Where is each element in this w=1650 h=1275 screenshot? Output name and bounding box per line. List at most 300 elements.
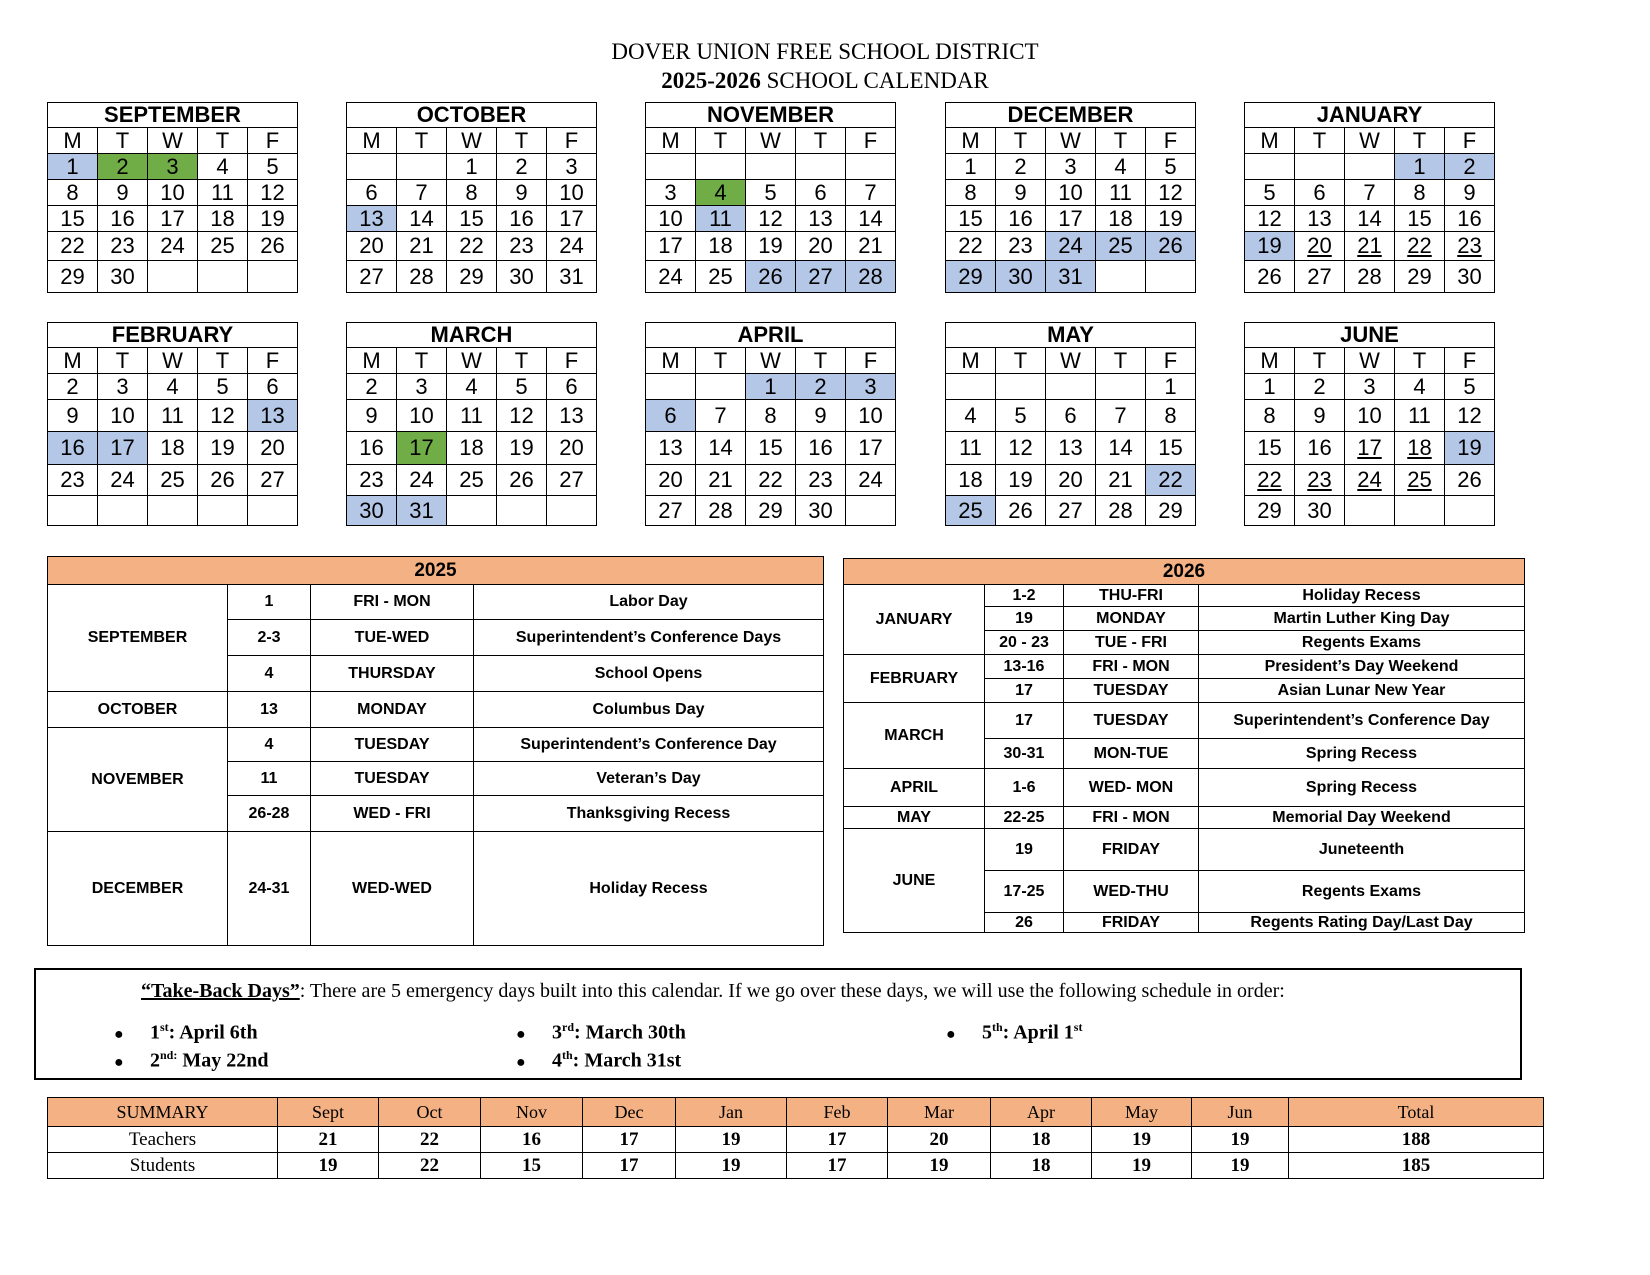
- day-cell: 15: [1146, 432, 1196, 465]
- day-cell: 27: [646, 496, 696, 526]
- empty-day-cell: [646, 374, 696, 400]
- weekday-header: W: [1046, 348, 1096, 374]
- empty-day-cell: [198, 261, 248, 293]
- day-cell: 3: [1046, 154, 1096, 180]
- day-cell: 22: [447, 232, 497, 261]
- day-cell: 15: [1245, 432, 1295, 465]
- day-cell: 4: [198, 154, 248, 180]
- day-cell: 19: [996, 465, 1046, 496]
- empty-day-cell: [1046, 374, 1096, 400]
- day-cell: 15: [447, 206, 497, 232]
- weekday-header: T: [1395, 128, 1445, 154]
- school-years: 2025-2026: [661, 68, 761, 93]
- empty-day-cell: [696, 374, 746, 400]
- summary-value: 21: [278, 1127, 379, 1153]
- day-cell: 1: [48, 154, 98, 180]
- day-cell: 17: [846, 432, 896, 465]
- summary-value: 16: [481, 1127, 583, 1153]
- weekday-header: T: [1096, 128, 1146, 154]
- day-cell: 8: [946, 180, 996, 206]
- event-days: TUESDAY: [1064, 679, 1199, 703]
- day-cell: 12: [746, 206, 796, 232]
- day-cell: 4: [946, 400, 996, 432]
- empty-day-cell: [1295, 154, 1345, 180]
- day-cell: 6: [796, 180, 846, 206]
- empty-day-cell: [846, 496, 896, 526]
- day-cell: 21: [696, 465, 746, 496]
- empty-day-cell: [148, 496, 198, 526]
- summary-value: 19: [1092, 1127, 1192, 1153]
- weekday-header: W: [447, 348, 497, 374]
- weekday-header: F: [1146, 348, 1196, 374]
- weekday-header: M: [347, 348, 397, 374]
- day-cell: 15: [946, 206, 996, 232]
- summary-table: [47, 1097, 1544, 1179]
- summary-value: 18: [991, 1127, 1092, 1153]
- weekday-header: T: [996, 348, 1046, 374]
- day-cell: 5: [1445, 374, 1495, 400]
- day-cell: 27: [248, 465, 298, 496]
- day-cell: 3: [547, 154, 597, 180]
- day-cell: 24: [397, 465, 447, 496]
- event-days: MON-TUE: [1064, 739, 1199, 769]
- summary-value: 188: [1289, 1127, 1544, 1153]
- day-cell: 26: [198, 465, 248, 496]
- day-cell: 5: [1245, 180, 1295, 206]
- summary-value: 19: [676, 1127, 787, 1153]
- weekday-header: F: [547, 128, 597, 154]
- summary-value: 17: [583, 1153, 676, 1179]
- day-cell: 22: [48, 232, 98, 261]
- day-cell: 1: [447, 154, 497, 180]
- summary-value: 17: [787, 1127, 888, 1153]
- day-cell: 30: [1445, 261, 1495, 293]
- weekday-header: W: [746, 348, 796, 374]
- day-cell: 11: [696, 206, 746, 232]
- summary-value: 19: [1192, 1153, 1289, 1179]
- event-days: THU-FRI: [1064, 585, 1199, 607]
- summary-value: 18: [991, 1153, 1092, 1179]
- day-cell: 10: [547, 180, 597, 206]
- day-cell: 4: [696, 180, 746, 206]
- bullet-icon: ●: [114, 1025, 124, 1043]
- empty-day-cell: [1345, 496, 1395, 526]
- weekday-header: T: [696, 348, 746, 374]
- month-name: MAY: [946, 323, 1196, 348]
- bullet-icon: ●: [114, 1053, 124, 1071]
- empty-day-cell: [148, 261, 198, 293]
- month-calendar-may: [945, 322, 1196, 526]
- day-cell: 16: [48, 432, 98, 465]
- day-cell: 30: [796, 496, 846, 526]
- day-cell: 11: [148, 400, 198, 432]
- event-month: APRIL: [844, 769, 985, 807]
- event-name: President’s Day Weekend: [1199, 655, 1525, 679]
- event-dates: 13: [228, 692, 311, 728]
- event-month: MARCH: [844, 703, 985, 769]
- day-cell: 24: [846, 465, 896, 496]
- event-days: TUESDAY: [1064, 703, 1199, 739]
- summary-header: Jun: [1192, 1098, 1289, 1127]
- month-calendar-june: [1244, 322, 1495, 526]
- day-cell: 2: [98, 154, 148, 180]
- weekday-header: F: [846, 128, 896, 154]
- day-cell: 30: [98, 261, 148, 293]
- event-days: FRIDAY: [1064, 829, 1199, 871]
- day-cell: 24: [1046, 232, 1096, 261]
- month-name: FEBRUARY: [48, 323, 298, 348]
- day-cell: 10: [1046, 180, 1096, 206]
- event-days: MONDAY: [311, 692, 474, 728]
- empty-day-cell: [98, 496, 148, 526]
- weekday-header: T: [1295, 348, 1345, 374]
- summary-header: May: [1092, 1098, 1192, 1127]
- event-dates: 26-28: [228, 796, 311, 832]
- day-cell: 5: [198, 374, 248, 400]
- day-cell: 7: [696, 400, 746, 432]
- day-cell: 3: [1345, 374, 1395, 400]
- day-cell: 23: [1445, 232, 1495, 261]
- empty-day-cell: [447, 496, 497, 526]
- event-dates: 1-2: [985, 585, 1064, 607]
- day-cell: 2: [497, 154, 547, 180]
- take-back-item: ● 3rd: March 30th: [516, 1020, 686, 1044]
- event-dates: 1-6: [985, 769, 1064, 807]
- event-days: TUE-WED: [311, 620, 474, 656]
- events-2026-table: [843, 558, 1525, 933]
- day-cell: 2: [1295, 374, 1345, 400]
- event-days: WED-WED: [311, 832, 474, 946]
- summary-header: Apr: [991, 1098, 1092, 1127]
- day-cell: 15: [746, 432, 796, 465]
- month-name: SEPTEMBER: [48, 103, 298, 128]
- event-month: SEPTEMBER: [48, 585, 228, 692]
- take-back-text: : There are 5 emergency days built into this calendar. If we go over these days, we will use the following schedule in order:: [299, 980, 1285, 1002]
- day-cell: 19: [1245, 232, 1295, 261]
- month-calendar-november: [645, 102, 896, 293]
- day-cell: 26: [996, 496, 1046, 526]
- day-cell: 29: [1245, 496, 1295, 526]
- event-name: Labor Day: [474, 585, 824, 620]
- event-month: OCTOBER: [48, 692, 228, 728]
- summary-row-label: Students: [48, 1153, 278, 1179]
- day-cell: 25: [1096, 232, 1146, 261]
- day-cell: 16: [1295, 432, 1345, 465]
- day-cell: 14: [696, 432, 746, 465]
- take-back-item: ● 1st: April 6th: [114, 1020, 258, 1044]
- weekday-header: T: [996, 128, 1046, 154]
- day-cell: 22: [1395, 232, 1445, 261]
- day-cell: 9: [996, 180, 1046, 206]
- weekday-header: F: [547, 348, 597, 374]
- event-month: FEBRUARY: [844, 655, 985, 703]
- day-cell: 8: [1395, 180, 1445, 206]
- day-cell: 17: [1046, 206, 1096, 232]
- day-cell: 9: [98, 180, 148, 206]
- event-name: Asian Lunar New Year: [1199, 679, 1525, 703]
- day-cell: 28: [846, 261, 896, 293]
- day-cell: 13: [646, 432, 696, 465]
- day-cell: 1: [746, 374, 796, 400]
- day-cell: 10: [846, 400, 896, 432]
- day-cell: 11: [1395, 400, 1445, 432]
- event-days: FRI - MON: [1064, 655, 1199, 679]
- day-cell: 24: [1345, 465, 1395, 496]
- day-cell: 30: [1295, 496, 1345, 526]
- empty-day-cell: [248, 496, 298, 526]
- day-cell: 2: [796, 374, 846, 400]
- event-name: Superintendent’s Conference Day: [1199, 703, 1525, 739]
- day-cell: 20: [248, 432, 298, 465]
- day-cell: 19: [746, 232, 796, 261]
- day-cell: 17: [148, 206, 198, 232]
- summary-value: 19: [278, 1153, 379, 1179]
- day-cell: 12: [1245, 206, 1295, 232]
- day-cell: 6: [248, 374, 298, 400]
- summary-value: 22: [379, 1153, 481, 1179]
- day-cell: 9: [1445, 180, 1495, 206]
- weekday-header: T: [796, 128, 846, 154]
- day-cell: 3: [98, 374, 148, 400]
- day-cell: 3: [397, 374, 447, 400]
- day-cell: 13: [248, 400, 298, 432]
- day-cell: 6: [1295, 180, 1345, 206]
- event-dates: 1: [228, 585, 311, 620]
- calendar-title: [0, 67, 1650, 95]
- month-calendar-january: [1244, 102, 1495, 293]
- day-cell: 7: [1345, 180, 1395, 206]
- day-cell: 21: [397, 232, 447, 261]
- take-back-item: ● $2^{nd:}$ May 22nd: [114, 1048, 269, 1072]
- day-cell: 26: [746, 261, 796, 293]
- empty-day-cell: [48, 496, 98, 526]
- day-cell: 23: [996, 232, 1046, 261]
- event-dates: 19: [985, 829, 1064, 871]
- day-cell: 5: [1146, 154, 1196, 180]
- day-cell: 12: [996, 432, 1046, 465]
- event-dates: 11: [228, 762, 311, 796]
- day-cell: 26: [1445, 465, 1495, 496]
- summary-header: Mar: [888, 1098, 991, 1127]
- weekday-header: W: [447, 128, 497, 154]
- day-cell: 11: [198, 180, 248, 206]
- take-back-days-box: [34, 968, 1522, 1080]
- day-cell: 1: [946, 154, 996, 180]
- event-days: TUESDAY: [311, 728, 474, 762]
- day-cell: 29: [1146, 496, 1196, 526]
- take-back-intro: [141, 980, 1285, 1003]
- weekday-header: W: [1046, 128, 1096, 154]
- day-cell: 15: [48, 206, 98, 232]
- day-cell: 6: [347, 180, 397, 206]
- day-cell: 28: [1345, 261, 1395, 293]
- day-cell: 16: [497, 206, 547, 232]
- day-cell: 20: [796, 232, 846, 261]
- day-cell: 18: [946, 465, 996, 496]
- event-month: JUNE: [844, 829, 985, 933]
- day-cell: 17: [1345, 432, 1395, 465]
- day-cell: 29: [1395, 261, 1445, 293]
- day-cell: 1: [1245, 374, 1295, 400]
- event-dates: 17: [985, 703, 1064, 739]
- event-name: Juneteenth: [1199, 829, 1525, 871]
- day-cell: 20: [646, 465, 696, 496]
- weekday-header: T: [198, 348, 248, 374]
- day-cell: 18: [148, 432, 198, 465]
- summary-header: Total: [1289, 1098, 1544, 1127]
- take-back-item: ● 5th: April 1st: [946, 1020, 1083, 1044]
- day-cell: 29: [447, 261, 497, 293]
- day-cell: 14: [397, 206, 447, 232]
- day-cell: 9: [497, 180, 547, 206]
- day-cell: 13: [1046, 432, 1096, 465]
- event-name: Regents Rating Day/Last Day: [1199, 913, 1525, 933]
- weekday-header: M: [946, 348, 996, 374]
- weekday-header: T: [397, 128, 447, 154]
- day-cell: 17: [646, 232, 696, 261]
- day-cell: 4: [148, 374, 198, 400]
- empty-day-cell: [996, 374, 1046, 400]
- event-dates: 13-16: [985, 655, 1064, 679]
- take-back-lead: “Take-Back Days”: [141, 980, 300, 1002]
- day-cell: 4: [447, 374, 497, 400]
- weekday-header: W: [746, 128, 796, 154]
- day-cell: 13: [796, 206, 846, 232]
- event-name: Superintendent’s Conference Day: [474, 728, 824, 762]
- summary-value: 15: [481, 1153, 583, 1179]
- day-cell: 13: [1295, 206, 1345, 232]
- weekday-header: M: [946, 128, 996, 154]
- day-cell: 3: [846, 374, 896, 400]
- empty-day-cell: [1395, 496, 1445, 526]
- weekday-header: T: [1295, 128, 1345, 154]
- event-month: MAY: [844, 807, 985, 829]
- day-cell: 31: [547, 261, 597, 293]
- day-cell: 10: [148, 180, 198, 206]
- summary-value: 20: [888, 1127, 991, 1153]
- day-cell: 29: [48, 261, 98, 293]
- summary-row-label: Teachers: [48, 1127, 278, 1153]
- day-cell: 6: [547, 374, 597, 400]
- day-cell: 14: [1345, 206, 1395, 232]
- weekday-header: M: [1245, 128, 1295, 154]
- day-cell: 19: [497, 432, 547, 465]
- empty-day-cell: [547, 496, 597, 526]
- event-days: TUESDAY: [311, 762, 474, 796]
- event-days: FRI - MON: [1064, 807, 1199, 829]
- event-dates: 22-25: [985, 807, 1064, 829]
- day-cell: 19: [198, 432, 248, 465]
- day-cell: 12: [198, 400, 248, 432]
- day-cell: 23: [48, 465, 98, 496]
- day-cell: 30: [497, 261, 547, 293]
- event-name: School Opens: [474, 656, 824, 692]
- empty-day-cell: [347, 154, 397, 180]
- day-cell: 17: [98, 432, 148, 465]
- day-cell: 27: [1046, 496, 1096, 526]
- summary-header: Dec: [583, 1098, 676, 1127]
- day-cell: 5: [248, 154, 298, 180]
- day-cell: 14: [1096, 432, 1146, 465]
- day-cell: 12: [1146, 180, 1196, 206]
- summary-value: 22: [379, 1127, 481, 1153]
- empty-day-cell: [1096, 261, 1146, 293]
- event-name: Holiday Recess: [1199, 585, 1525, 607]
- day-cell: 2: [48, 374, 98, 400]
- day-cell: 24: [148, 232, 198, 261]
- bullet-icon: ●: [946, 1025, 956, 1043]
- event-days: THURSDAY: [311, 656, 474, 692]
- event-dates: 4: [228, 656, 311, 692]
- day-cell: 13: [347, 206, 397, 232]
- day-cell: 19: [1146, 206, 1196, 232]
- day-cell: 9: [1295, 400, 1345, 432]
- day-cell: 21: [1345, 232, 1395, 261]
- day-cell: 25: [946, 496, 996, 526]
- day-cell: 22: [1146, 465, 1196, 496]
- event-name: Martin Luther King Day: [1199, 607, 1525, 631]
- day-cell: 8: [746, 400, 796, 432]
- summary-value: 17: [583, 1127, 676, 1153]
- summary-value: 19: [1192, 1127, 1289, 1153]
- weekday-header: T: [397, 348, 447, 374]
- day-cell: 25: [148, 465, 198, 496]
- empty-day-cell: [1245, 154, 1295, 180]
- day-cell: 23: [98, 232, 148, 261]
- summary-header: Feb: [787, 1098, 888, 1127]
- day-cell: 24: [646, 261, 696, 293]
- weekday-header: W: [1345, 348, 1395, 374]
- day-cell: 18: [1096, 206, 1146, 232]
- day-cell: 19: [248, 206, 298, 232]
- event-name: Regents Exams: [1199, 871, 1525, 913]
- day-cell: 18: [447, 432, 497, 465]
- event-dates: 2-3: [228, 620, 311, 656]
- day-cell: 28: [397, 261, 447, 293]
- day-cell: 12: [497, 400, 547, 432]
- summary-value: 19: [1092, 1153, 1192, 1179]
- day-cell: 8: [1146, 400, 1196, 432]
- empty-day-cell: [846, 154, 896, 180]
- weekday-header: F: [248, 128, 298, 154]
- event-name: Veteran’s Day: [474, 762, 824, 796]
- day-cell: 7: [1096, 400, 1146, 432]
- day-cell: 5: [996, 400, 1046, 432]
- weekday-header: T: [198, 128, 248, 154]
- day-cell: 16: [347, 432, 397, 465]
- event-dates: 17: [985, 679, 1064, 703]
- weekday-header: T: [497, 128, 547, 154]
- weekday-header: T: [98, 348, 148, 374]
- event-dates: 24-31: [228, 832, 311, 946]
- month-calendar-september: [47, 102, 298, 293]
- day-cell: 20: [547, 432, 597, 465]
- event-dates: 30-31: [985, 739, 1064, 769]
- weekday-header: F: [248, 348, 298, 374]
- day-cell: 11: [946, 432, 996, 465]
- day-cell: 22: [1245, 465, 1295, 496]
- bullet-icon: ●: [516, 1053, 526, 1071]
- day-cell: 17: [547, 206, 597, 232]
- month-name: NOVEMBER: [646, 103, 896, 128]
- weekday-header: M: [48, 128, 98, 154]
- event-dates: 26: [985, 913, 1064, 933]
- month-name: OCTOBER: [347, 103, 597, 128]
- day-cell: 27: [1295, 261, 1345, 293]
- weekday-header: M: [347, 128, 397, 154]
- month-calendar-march: [346, 322, 597, 526]
- day-cell: 7: [397, 180, 447, 206]
